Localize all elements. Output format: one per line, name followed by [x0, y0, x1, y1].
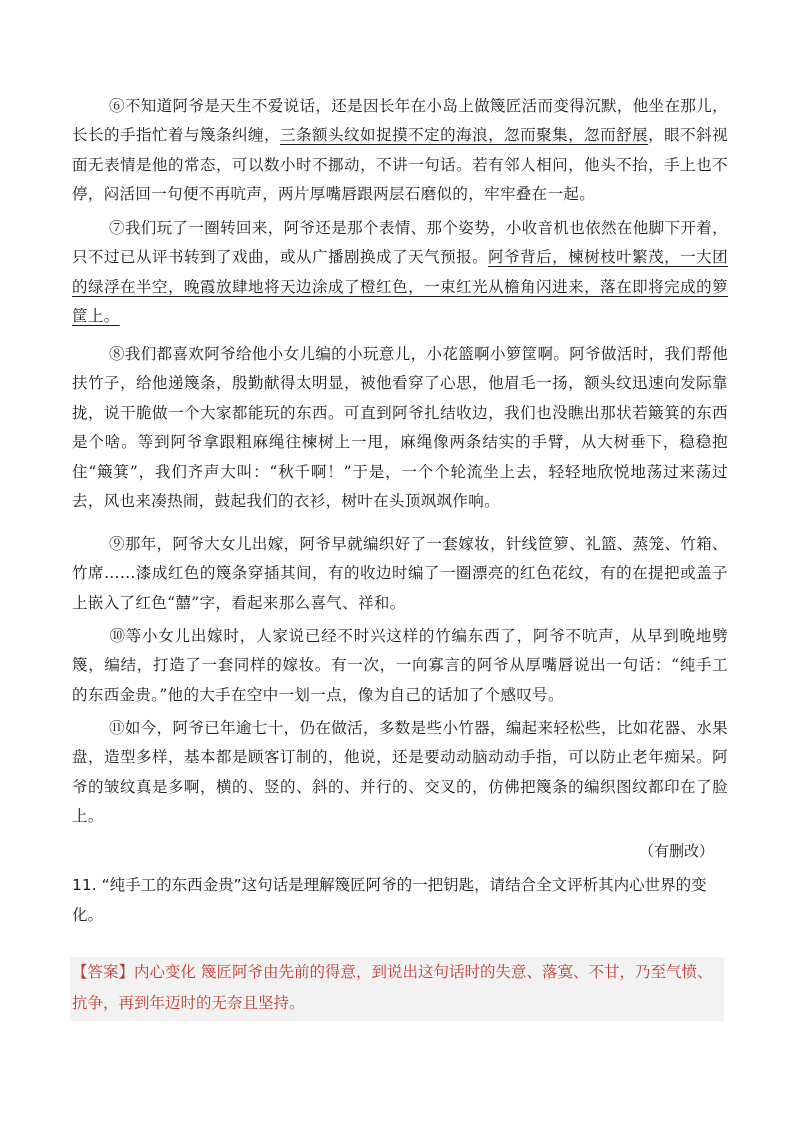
paragraph-8 [72, 340, 728, 516]
paragraph-11-text: ⑪如今，阿爷已年逾七十，仍在做活，多数是些小竹器，编起来轻松些，比如花器、水果盘，造型多样，基本都是顾客订制的，他说，还是要动动脑动动手指，可以防止老年痴呆。阿爷的皱纹真是多啊，横的、竖的、斜的、并行的、交叉的，仿佛把篾条的编织图纹都印在了脸上。 [72, 719, 728, 826]
paragraph-6-text-b: ，眼不斜视面无表情是他的常态，可以数小时不挪动，不讲一句话。若有邻人相问，他头不抬，手上也不停，闷活回一句便不再吭声，两片厚嘴唇跟两层石磨似的，牢牢叠在一起。 [72, 126, 728, 204]
paragraph-7-underlined: 阿爷背后，楝树枝叶繁茂，一大团的绿浮在半空，晚霞放肆地将天边涂成了橙红色，一束红光从檐角闪进来，落在即将完成的箩筐上。 [72, 248, 728, 326]
answer-tag: 【答案】 [72, 963, 135, 981]
answer [72, 957, 724, 1019]
paragraph-8-text: ⑧我们都喜欢阿爷给他小女儿编的小玩意儿，小花篮啊小箩筐啊。阿爷做活时，我们帮他扶竹子，给他递篾条，殷勤献得太明显，被他看穿了心思，他眉毛一扬，额头纹迅速向发际靠拢，说干脆做一个大家都能玩的东西。可直到阿爷扎结收边，我们也没瞧出那状若簸箕的东西是个啥。等到阿爷拿跟粗麻绳往楝树上一甩，麻绳像两条结实的手臂，从大树垂下，稳稳抱住“簸箕”，我们齐声大叫：“秋千啊！”于是，一个个轮流坐上去，轻轻地欣悦地荡过来荡过去，风也来凑热闹，鼓起我们的衣衫，树叶在头顶飒飒作响。 [72, 345, 728, 511]
paragraph-6 [72, 92, 728, 210]
answer-text: 内心变化 篾匠阿爷由先前的得意，到说出这句话时的失意、落寞、不甘，乃至气愤、抗争，再到年迈时的无奈且坚持。 [72, 963, 713, 1012]
paragraph-11 [72, 714, 728, 832]
paragraph-9-text: ⑨那年，阿爷大女儿出嫁，阿爷早就编织好了一套嫁妆，针线笸箩、礼篮、蒸笼、竹箱、竹席……漆成红色的篾条穿插其间，有的收边时编了一圈漂亮的红色花纹，有的在提把或盖子上嵌入了红色“囍”字，看起来那么喜气、祥和。 [72, 535, 728, 612]
source-note: （有删改） [638, 842, 714, 860]
paragraph-10 [72, 622, 728, 710]
paragraph-10-text: ⑩等小女儿出嫁时，人家说已经不时兴这样的竹编东西了，阿爷不吭声，从早到晚地劈篾，编结，打造了一套同样的嫁妆。有一次，一向寡言的阿爷从厚嘴唇说出一句话：“纯手工的东西金贵。”他的大手在空中一划一点，像为自己的话加了个感叹号。 [72, 627, 728, 704]
paragraph-9 [72, 530, 728, 618]
paragraph-7-text-a: ⑦我们玩了一圈转回来，阿爷还是那个表情、那个姿势，小收音机也依然在他脚下开着，只不过已从评书转到了戏曲，或从广播剧换成了天气预报。 [72, 219, 728, 267]
paragraph-6-underlined: 三条额头纹如捉摸不定的海浪，忽而聚集，忽而舒展 [280, 126, 649, 145]
paragraph-6-text-a: ⑥不知道阿爷是天生不爱说话，还是因长年在小岛上做篾匠活而变得沉默，他坐在那儿，长长的手指忙着与篾条纠缠， [72, 97, 728, 145]
question-11: 11. “纯手工的东西金贵”这句话是理解篾匠阿爷的一把钥匙，请结合全文评析其内心世界的变化。 [72, 876, 707, 924]
paragraph-7 [72, 214, 728, 332]
